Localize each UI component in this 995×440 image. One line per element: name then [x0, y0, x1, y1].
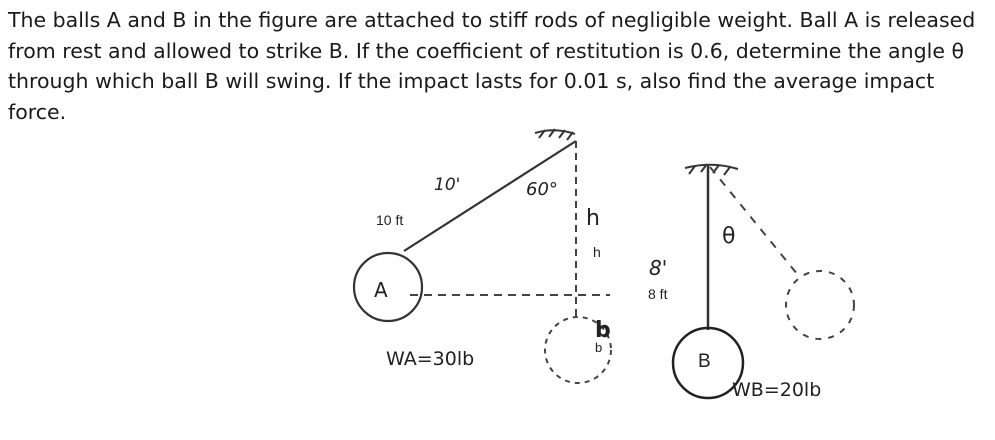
- rod-a-length-handwritten: 10': [434, 175, 461, 195]
- problem-statement: The balls A and B in the figure are attached to stiff rods of negligible weight. Ball A is released from rest and allowed to strike B. If the coefficient of restitution is 0.6, determine the angle θ through which ball B will swing. If the impact lasts for 0.01 s, also find the average impact force.: [8, 8, 976, 124]
- pendulum-figure: [340, 125, 920, 435]
- swing-angle-label: θ: [722, 224, 736, 249]
- rod-a-length-typed: 10 ft: [376, 212, 404, 228]
- weight-b-label: WB=20lb: [732, 379, 822, 401]
- ball-b-small-typed: b: [595, 340, 603, 355]
- rod-b-length-handwritten: 8': [649, 256, 668, 280]
- swung-rod-b: [710, 167, 798, 275]
- ball-b-small-handwritten: b: [595, 318, 611, 343]
- height-label-handwritten: h: [586, 206, 600, 231]
- ball-a-label: A: [374, 278, 388, 302]
- ball-b-label: B: [698, 351, 711, 372]
- height-label-typed: h: [593, 244, 601, 260]
- pendulum-diagram: [340, 125, 920, 435]
- rod-b-length-typed: 8 ft: [648, 286, 668, 302]
- ball-a: [354, 253, 422, 321]
- swung-ball-b: [786, 271, 854, 339]
- weight-a-label: WA=30lb: [386, 348, 475, 370]
- angle-label: 60°: [526, 179, 558, 200]
- ceiling-support-left: [535, 129, 575, 140]
